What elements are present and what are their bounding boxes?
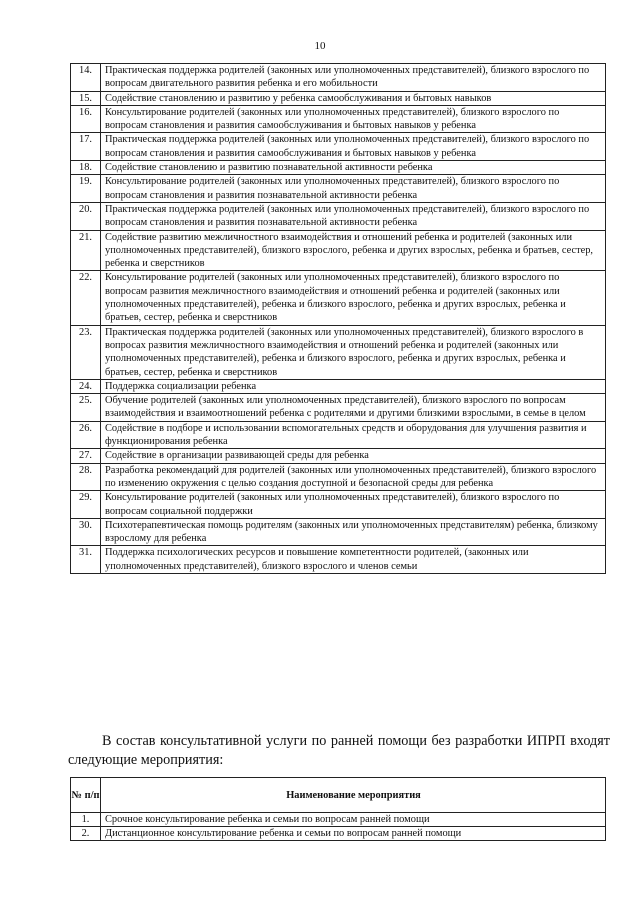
row-number: 16.: [71, 105, 101, 133]
table-row: [71, 394, 606, 422]
row-number: 2.: [71, 827, 101, 841]
row-number: 19.: [71, 175, 101, 203]
table-row: [71, 449, 606, 463]
row-text: Практическая поддержка родителей (законных или уполномоченных представителей), близкого взрослого в вопросах развития межличностного взаимодействия и отношений ребенка и родителей (законных или уполномоченных представителей), ребенка и близкого взрослого, ребенка и других взрослых, ребенка и братьев, сестер, ребенка и сверстников: [101, 325, 606, 379]
intro-paragraph: В состав консультативной услуги по ранней помощи без разработки ИПРП входят следующие мероприятия:: [68, 733, 610, 768]
table-row: [71, 271, 606, 325]
table-row: [71, 202, 606, 230]
row-text: Консультирование родителей (законных или уполномоченных представителей), близкого взрослого по вопросам становления и развития познавательной активности ребенка: [101, 175, 606, 203]
table-row: [71, 546, 606, 574]
table-row: [71, 463, 606, 491]
table-row: [71, 133, 606, 161]
row-number: 18.: [71, 161, 101, 175]
row-text: Консультирование родителей (законных или уполномоченных представителей), близкого взрослого по вопросам становления и развития самообслуживания и бытовых навыков у ребенка: [101, 105, 606, 133]
table-row: [71, 813, 606, 827]
row-number: 15.: [71, 91, 101, 105]
row-number: 24.: [71, 379, 101, 393]
row-text: Консультирование родителей (законных или уполномоченных представителей), близкого взрослого по вопросам развития межличностного взаимодействия и отношений ребенка и родителей (законных или уполномоченных представителей), ребенка и близкого взрослого, ребенка и других взрослых, ребенка и братьев, сестер, ребенка и сверстников: [101, 271, 606, 325]
services-table: [70, 63, 606, 574]
row-number: 29.: [71, 491, 101, 519]
row-number: 31.: [71, 546, 101, 574]
row-text: Дистанционное консультирование ребенка и семьи по вопросам ранней помощи: [101, 827, 606, 841]
services-table-body: [71, 64, 606, 574]
table-row: [71, 421, 606, 449]
row-text: Содействие становлению и развитию познавательной активности ребенка: [101, 161, 606, 175]
row-text: Содействие в подборе и использовании вспомогательных средств и оборудования для улучшения развития и функционирования ребенка: [101, 421, 606, 449]
row-text: Содействие развитию межличностного взаимодействия и отношений ребенка и родителей (законных или уполномоченных представителей), близкого взрослого, ребенка и других взрослых, ребенка и братьев, сестер, ребенка и сверстников: [101, 230, 606, 271]
row-text: Практическая поддержка родителей (законных или уполномоченных представителей), близкого взрослого по вопросам двигательного развития ребенка и его мобильности: [101, 64, 606, 92]
row-text: Разработка рекомендаций для родителей (законных или уполномоченных представителей), близкого взрослого по изменению окружения с целью создания доступной и безопасной среды для ребенка: [101, 463, 606, 491]
row-number: 17.: [71, 133, 101, 161]
table-row: [71, 91, 606, 105]
table-row: [71, 379, 606, 393]
row-text: Консультирование родителей (законных или уполномоченных представителей), близкого взрослого по вопросам социальной поддержки: [101, 491, 606, 519]
table-row: [71, 491, 606, 519]
row-number: 28.: [71, 463, 101, 491]
row-number: 25.: [71, 394, 101, 422]
row-text: Психотерапевтическая помощь родителям (законных или уполномоченных представителям) ребенка, близкому взрослому для ребенка: [101, 518, 606, 546]
table-row: [71, 161, 606, 175]
row-text: Содействие в организации развивающей среды для ребенка: [101, 449, 606, 463]
row-number: 23.: [71, 325, 101, 379]
row-number: 1.: [71, 813, 101, 827]
row-text: Поддержка социализации ребенка: [101, 379, 606, 393]
table-row: [71, 827, 606, 841]
row-text: Срочное консультирование ребенка и семьи по вопросам ранней помощи: [101, 813, 606, 827]
row-number: 20.: [71, 202, 101, 230]
row-text: Практическая поддержка родителей (законных или уполномоченных представителей), близкого взрослого по вопросам становления и развития познавательной активности ребенка: [101, 202, 606, 230]
row-text: Обучение родителей (законных или уполномоченных представителей), близкого взрослого по вопросам взаимодействия и взаимоотношений ребенка с родителями и другими близкими взрослыми, в семье в целом: [101, 394, 606, 422]
events-table-header-row: [71, 778, 606, 813]
row-number: 30.: [71, 518, 101, 546]
header-event-name: Наименование мероприятия: [101, 778, 606, 813]
row-text: Содействие становлению и развитию у ребенка самообслуживания и бытовых навыков: [101, 91, 606, 105]
table-row: [71, 518, 606, 546]
table-row: [71, 230, 606, 271]
table-row: [71, 175, 606, 203]
table-row: [71, 64, 606, 92]
row-number: 21.: [71, 230, 101, 271]
table-row: [71, 105, 606, 133]
row-number: 22.: [71, 271, 101, 325]
events-table: [70, 777, 606, 841]
row-number: 27.: [71, 449, 101, 463]
page-number: 10: [314, 40, 326, 52]
row-text: Практическая поддержка родителей (законных или уполномоченных представителей), близкого взрослого по вопросам становления и развития самообслуживания и бытовых навыков у ребенка: [101, 133, 606, 161]
row-text: Поддержка психологических ресурсов и повышение компетентности родителей, (законных или уполномоченных представителей), близкого взрослого и членов семьи: [101, 546, 606, 574]
table-row: [71, 325, 606, 379]
row-number: 14.: [71, 64, 101, 92]
header-number: № п/п: [71, 778, 101, 813]
row-number: 26.: [71, 421, 101, 449]
